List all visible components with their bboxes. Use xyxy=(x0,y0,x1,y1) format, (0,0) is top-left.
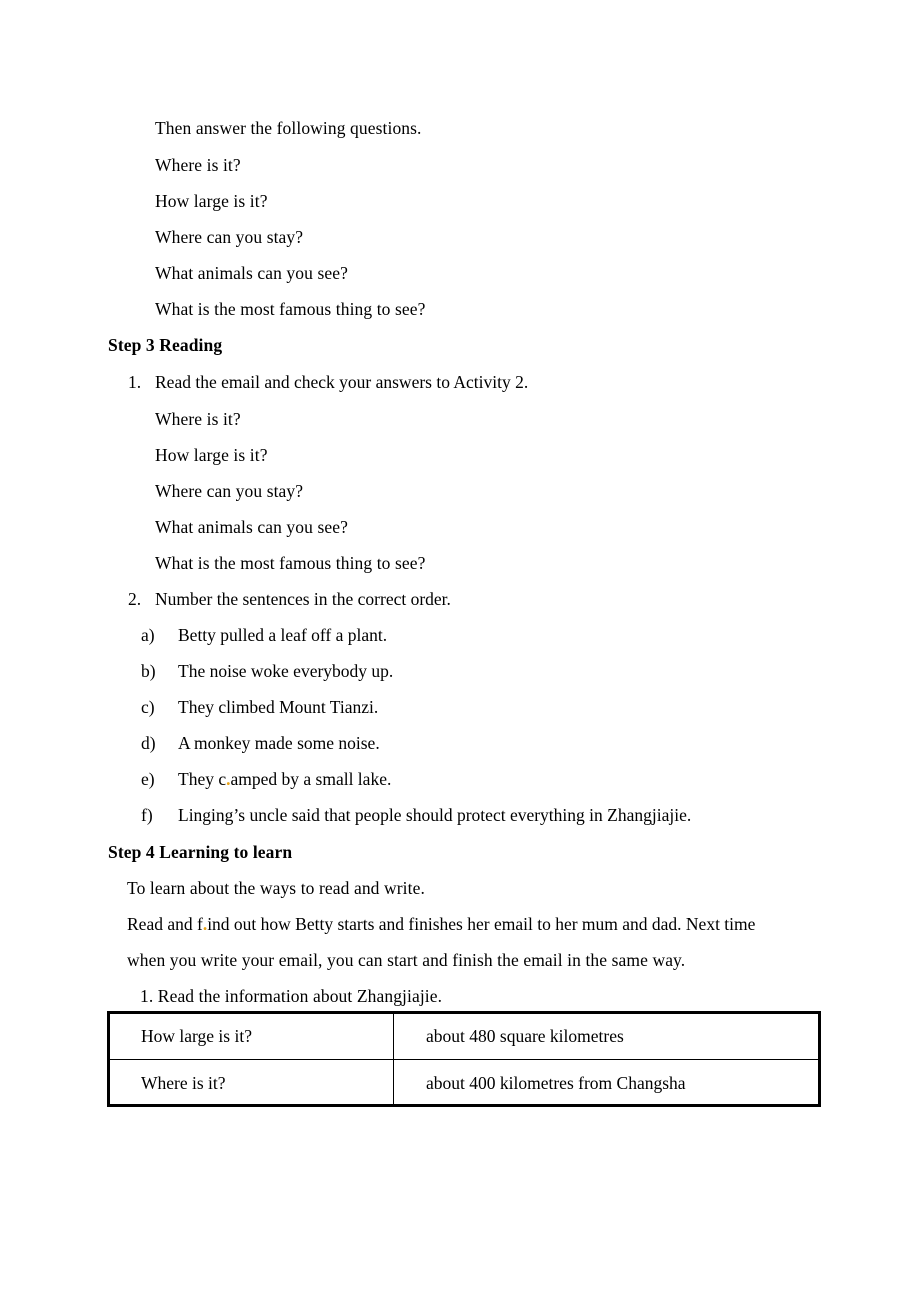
table-cell-value-2: about 400 kilometres from Changsha xyxy=(394,1060,821,1107)
step3-item-2-text: Number the sentences in the correct order. xyxy=(155,589,451,609)
sentence-item-f xyxy=(141,805,691,825)
step3-item-2 xyxy=(128,589,451,609)
table-cell-label-2: Where is it? xyxy=(109,1060,394,1107)
step3-question-3: Where can you stay? xyxy=(155,481,304,501)
step4-paragraph-2 xyxy=(127,914,755,934)
sentence-item-b-marker: b) xyxy=(141,661,156,681)
intro-lead-line: Then answer the following questions. xyxy=(155,118,422,138)
intro-question-1: Where is it? xyxy=(155,155,241,175)
step4-paragraph-2-after: ind out how Betty starts and finishes her email to her mum and dad. Next time xyxy=(207,914,756,934)
table-row xyxy=(109,1060,821,1107)
sentence-item-d-text: A monkey made some noise. xyxy=(178,733,380,753)
sentence-item-f-text: Linging’s uncle said that people should protect everything in Zhangjiajie. xyxy=(178,805,692,825)
sentence-item-b-text: The noise woke everybody up. xyxy=(178,661,394,681)
step3-question-5: What is the most famous thing to see? xyxy=(155,553,426,573)
sentence-item-e xyxy=(141,769,391,789)
sentence-item-b xyxy=(141,661,393,681)
sentence-item-e-text-before: They c xyxy=(178,769,227,789)
step3-question-4: What animals can you see? xyxy=(155,517,348,537)
step4-paragraph-2-before: Read and f xyxy=(127,914,203,934)
step3-item-1-marker: 1. xyxy=(128,372,142,392)
step4-item-1: 1. Read the information about Zhangjiajie. xyxy=(140,986,443,1006)
step3-item-1 xyxy=(128,372,528,392)
sentence-item-d xyxy=(141,733,380,753)
intro-question-4: What animals can you see? xyxy=(155,263,348,283)
table-cell-label-1: How large is it? xyxy=(109,1013,394,1060)
step3-heading: Step 3 Reading xyxy=(108,335,223,355)
step3-item-2-marker: 2. xyxy=(128,589,142,609)
sentence-item-e-marker: e) xyxy=(141,769,155,789)
info-table xyxy=(108,1012,821,1107)
intro-question-3: Where can you stay? xyxy=(155,227,304,247)
sentence-item-c-text: They climbed Mount Tianzi. xyxy=(178,697,379,717)
step3-question-1: Where is it? xyxy=(155,409,241,429)
sentence-item-e-spellmark: . xyxy=(226,769,231,789)
step4-heading: Step 4 Learning to learn xyxy=(108,842,293,862)
step3-item-1-text: Read the email and check your answers to Activity 2. xyxy=(155,372,529,392)
sentence-item-a-text: Betty pulled a leaf off a plant. xyxy=(178,625,388,645)
table-row xyxy=(109,1013,821,1060)
table-cell-value-1: about 480 square kilometres xyxy=(394,1013,821,1060)
sentence-item-c-marker: c) xyxy=(141,697,155,717)
sentence-item-d-marker: d) xyxy=(141,733,156,753)
sentence-item-e-text-after: amped by a small lake. xyxy=(230,769,392,789)
intro-question-2: How large is it? xyxy=(155,191,268,211)
sentence-item-a-marker: a) xyxy=(141,625,155,645)
step4-paragraph-2-spellmark: . xyxy=(202,914,208,934)
step4-paragraph-1: To learn about the ways to read and write. xyxy=(127,878,425,898)
intro-question-5: What is the most famous thing to see? xyxy=(155,299,426,319)
step4-paragraph-3: when you write your email, you can start and finish the email in the same way. xyxy=(127,950,686,970)
sentence-item-a xyxy=(141,625,387,645)
sentence-item-f-marker: f) xyxy=(141,805,153,825)
step3-question-2: How large is it? xyxy=(155,445,268,465)
sentence-item-c xyxy=(141,697,378,717)
